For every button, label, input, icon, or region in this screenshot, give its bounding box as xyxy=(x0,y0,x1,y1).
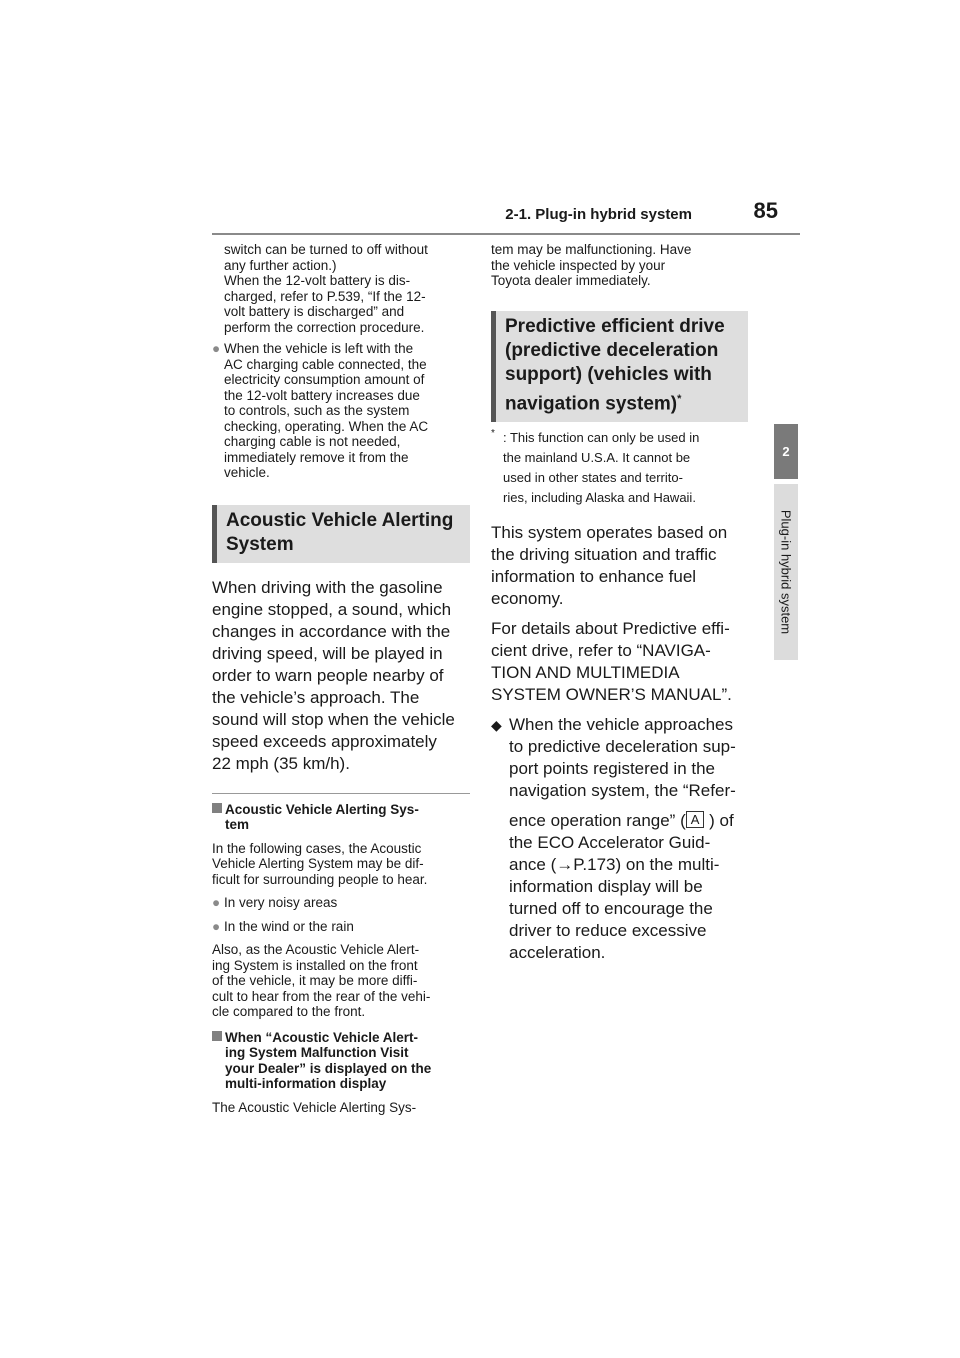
list-item: ● In very noisy areas xyxy=(212,895,338,910)
intro-note: switch can be turned to off without any further action.) When the 12-volt battery is dis- charged, refer to P.539, “If the 12- volt battery is discharged” and perform the correction procedure. xyxy=(224,242,428,335)
chapter-tab-number[interactable]: 2 xyxy=(774,424,798,479)
avas-description: When driving with the gasoline engine stopped, a sound, which changes in accordance with the driving speed, will be played in order to warn people nearby of the vehicle’s approach. The sound will stop when the vehicle speed exceeds approximately 22 mph (35 km/h). xyxy=(212,577,455,773)
predictive-reference: For details about Predictive effi- cient drive, refer to “NAVIGA- TION AND MULTIMEDIA SYSTEM OWNER’S MANUAL”. xyxy=(491,618,732,704)
page-number: 85 xyxy=(753,198,778,223)
callout-label-a: A xyxy=(686,811,705,828)
square-bullet-icon xyxy=(212,803,222,813)
left-column xyxy=(212,242,470,1115)
header-rule xyxy=(212,233,800,235)
diamond-bullet-icon: ◆ xyxy=(491,716,502,733)
bullet-dot-icon: ● xyxy=(212,918,221,934)
section-title: 2-1. Plug-in hybrid system xyxy=(505,206,692,223)
avas-cases-intro: In the following cases, the Acoustic Vehicle Alerting System may be dif- ficult for surrounding people to hear. xyxy=(212,840,428,887)
page-reference-arrow-icon: → xyxy=(556,854,574,874)
list-item: ● In the wind or the rain xyxy=(212,918,354,934)
right-column xyxy=(491,242,748,964)
chapter-tab-label-text: Plug-in hybrid system xyxy=(778,509,794,635)
subheading-malfunction: When “Acoustic Vehicle Alert- ing System Malfunction Visit your Dealer” is displayed on the multi-information display xyxy=(212,1030,470,1092)
bullet-dot-icon: ● xyxy=(212,895,221,910)
footnote-marker: * xyxy=(677,392,682,405)
divider xyxy=(212,793,470,794)
list-item: ● When the vehicle is left with the AC charging cable connected, the electricity consumption amount of the 12-volt battery increases due to controls, such as the system checking, operating. When the AC charging cable is not needed, immediately remove it from the vehicle. xyxy=(212,341,429,480)
bullet-dot-icon: ● xyxy=(212,341,221,356)
predictive-description: This system operates based on the driving situation and traffic information to enhance fuel economy. xyxy=(491,522,728,608)
list-item: ◆ When the vehicle approaches to predictive deceleration sup- port points registered in the navigation system, the “Refer- ence operation range” ( A ) of the ECO Accelerator Guid- ance (→P.173) on the multi- information display will be turned off to encourage the driver to reduce excessive acceleration. xyxy=(491,714,736,962)
chapter-tab-label[interactable] xyxy=(774,484,798,660)
malfunction-text-continued: tem may be malfunctioning. Have the vehicle inspected by your Toyota dealer immediately. xyxy=(491,242,692,288)
avas-location-note: Also, as the Acoustic Vehicle Alert- ing System is installed on the front of the vehicle, it may be more diffi- cult to hear from the rear of the vehi- cle compared to the front. xyxy=(212,942,431,1019)
section-heading-predictive: Predictive efficient drive (predictive deceleration support) (vehicles with navigation system)* xyxy=(491,311,748,422)
subheading-avas: Acoustic Vehicle Alerting Sys- tem xyxy=(212,802,470,833)
square-bullet-icon xyxy=(212,1031,222,1041)
footnote: * : This function can only be used in the mainland U.S.A. It cannot be used in other states and territo- ries, including Alaska and Hawaii. xyxy=(491,427,700,505)
section-heading-avas: Acoustic Vehicle Alerting System xyxy=(212,505,470,563)
malfunction-text: The Acoustic Vehicle Alerting Sys- xyxy=(212,1099,417,1115)
